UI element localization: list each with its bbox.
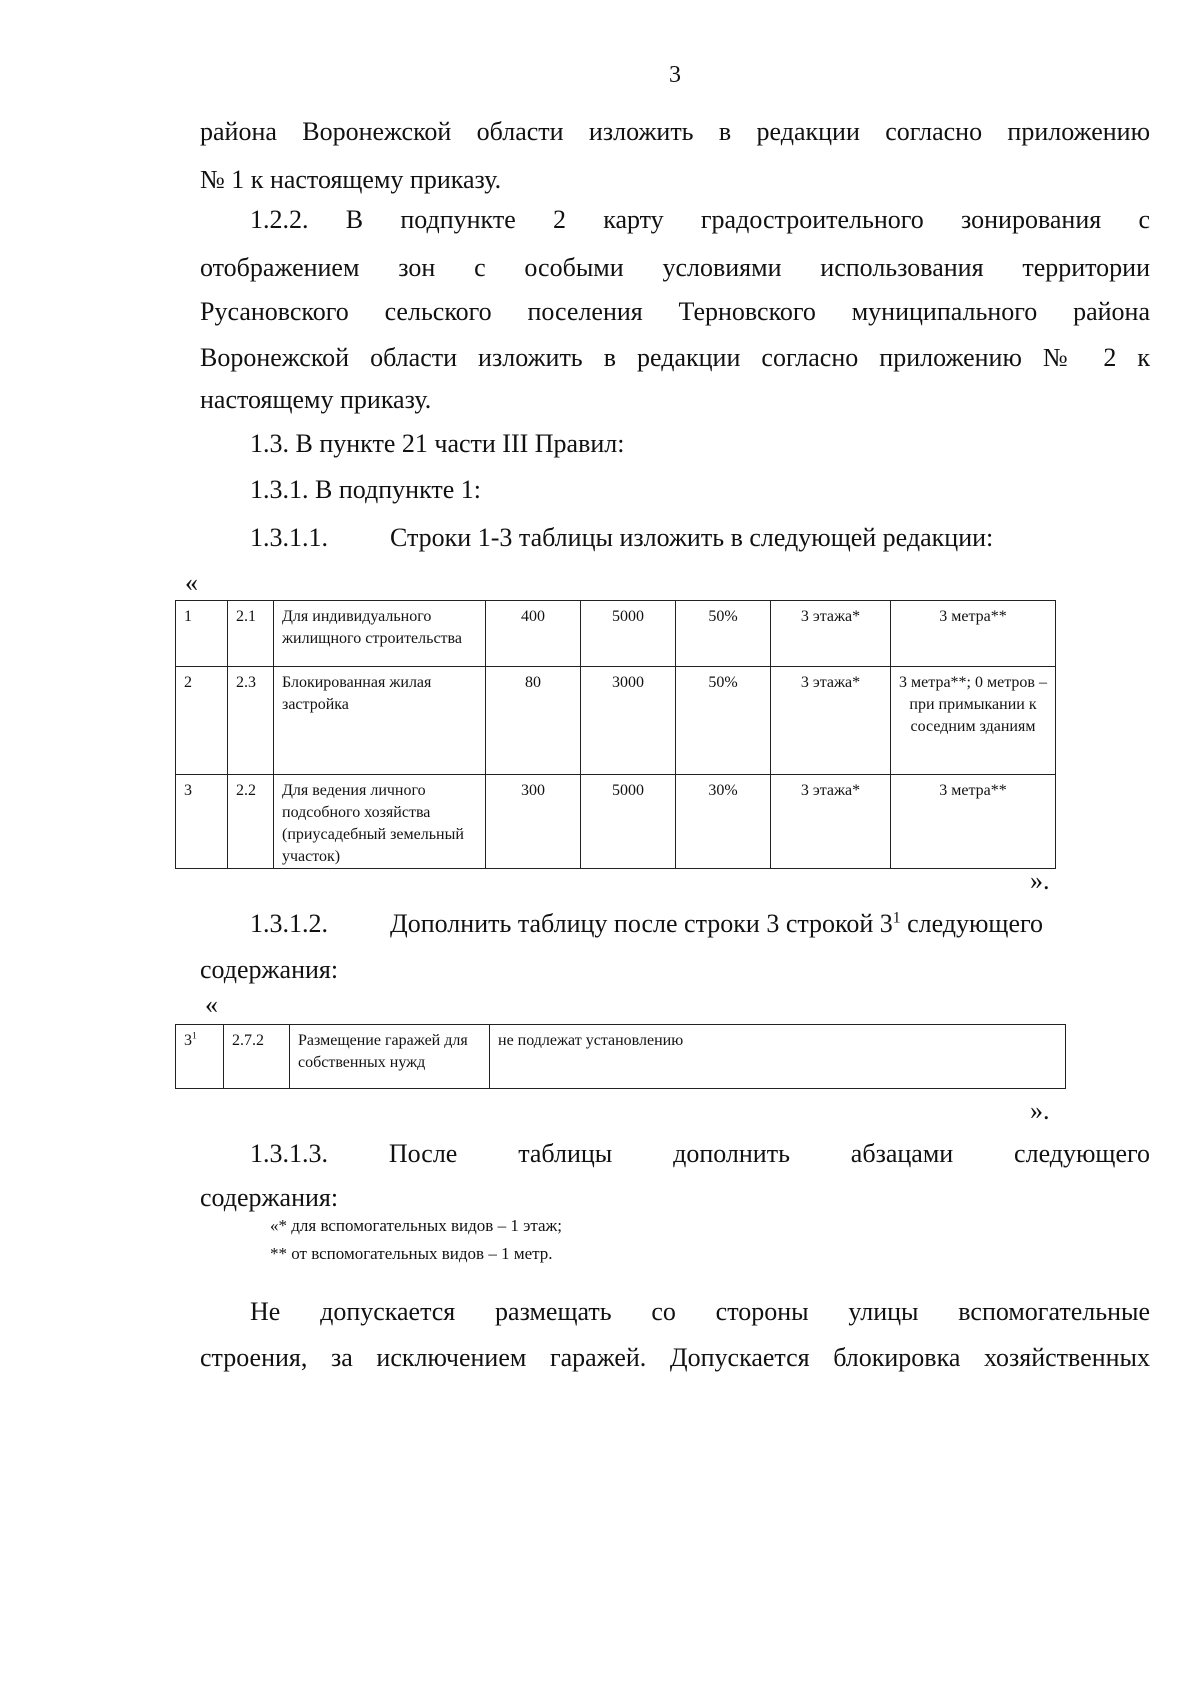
percent-cell: 50%: [676, 667, 771, 775]
close-quote: ».: [1030, 866, 1050, 895]
paragraph-7-line-2: содержания:: [200, 1183, 339, 1212]
section-number: 1.3.1.2.: [250, 909, 328, 938]
percent-cell: 50%: [676, 601, 771, 667]
min-area-cell: 80: [486, 667, 581, 775]
paragraph-6-text: Дополнить таблицу после строки 3 строкой 3: [390, 909, 893, 938]
footnote-1: «* для вспомогательных видов – 1 этаж;: [270, 1216, 563, 1235]
paragraph-1-line-1: района Воронежской области изложить в редакции согласно приложению: [200, 117, 1150, 146]
min-area-cell: 300: [486, 775, 581, 869]
open-quote: «: [185, 568, 198, 597]
table-row: [176, 775, 1056, 869]
paragraph-1-line-2: № 1 к настоящему приказу.: [200, 165, 502, 194]
use-type-cell: Для индивидуального жилищного строительства: [274, 601, 486, 667]
paragraph-8-line-1: Не допускается размещать со стороны улицы вспомогательные: [250, 1297, 1150, 1326]
setback-cell: 3 метра**: [891, 775, 1056, 869]
setback-cell: 3 метра**: [891, 601, 1056, 667]
paragraph-6-text-end: следующего: [900, 909, 1044, 938]
paragraph-4: 1.3.1. В подпункте 1:: [250, 475, 481, 504]
code-cell: 2.3: [228, 667, 274, 775]
paragraph-5-text: Строки 1-3 таблицы изложить в следующей редакции:: [390, 523, 994, 552]
close-quote: ».: [1030, 1096, 1050, 1125]
table-row: [176, 667, 1056, 775]
paragraph-7-line-1: 1.3.1.3. После таблицы дополнить абзацами следующего: [250, 1139, 1150, 1168]
paragraph-2-line-1: 1.2.2. В подпункте 2 карту градостроительного зонирования с: [250, 205, 1150, 234]
value-cell: не подлежат установлению: [490, 1025, 1066, 1089]
zoning-table: [175, 600, 1056, 869]
superscript: 1: [892, 909, 901, 927]
row-number: 2: [176, 667, 228, 775]
max-area-cell: 3000: [581, 667, 676, 775]
paragraph-2-line-3: Русановского сельского поселения Терновского муниципального района: [200, 297, 1150, 326]
footnote-2: ** от вспомогательных видов – 1 метр.: [270, 1244, 553, 1263]
open-quote: «: [205, 990, 218, 1019]
paragraph-5: [250, 514, 1200, 562]
garage-table: [175, 1024, 1066, 1089]
max-area-cell: 5000: [581, 775, 676, 869]
table-row: [176, 601, 1056, 667]
use-type-cell: Размещение гаражей для собственных нужд: [290, 1025, 490, 1089]
paragraph-6-line-2: содержания:: [200, 955, 339, 984]
setback-cell: 3 метра**; 0 метров – при примыкании к соседним зданиям: [891, 667, 1056, 775]
row-number: 1: [176, 601, 228, 667]
paragraph-2-line-2: отображением зон с особыми условиями использования территории: [200, 253, 1150, 282]
use-type-cell: Блокированная жилая застройка: [274, 667, 486, 775]
min-area-cell: 400: [486, 601, 581, 667]
section-number: 1.3.1.1.: [250, 523, 328, 552]
paragraph-8-line-2: строения, за исключением гаражей. Допускается блокировка хозяйственных: [200, 1343, 1150, 1372]
superscript: 1: [192, 1030, 197, 1042]
paragraph-6-line-1: [250, 900, 1150, 948]
use-type-cell: Для ведения личного подсобного хозяйства (приусадебный земельный участок): [274, 775, 486, 869]
floors-cell: 3 этажа*: [771, 601, 891, 667]
row-number: 3: [176, 775, 228, 869]
code-cell: 2.7.2: [224, 1025, 290, 1089]
max-area-cell: 5000: [581, 601, 676, 667]
table-row: [176, 1025, 1066, 1089]
row-number: $3^1$: [176, 1025, 224, 1089]
floors-cell: 3 этажа*: [771, 667, 891, 775]
floors-cell: 3 этажа*: [771, 775, 891, 869]
paragraph-3: 1.3. В пункте 21 части III Правил:: [250, 429, 625, 458]
paragraph-2-line-5: настоящему приказу.: [200, 385, 432, 414]
code-cell: 2.2: [228, 775, 274, 869]
paragraph-2-line-4: Воронежской области изложить в редакции согласно приложению № 2 к: [200, 343, 1150, 372]
page-number: 3: [669, 62, 681, 88]
percent-cell: 30%: [676, 775, 771, 869]
code-cell: 2.1: [228, 601, 274, 667]
